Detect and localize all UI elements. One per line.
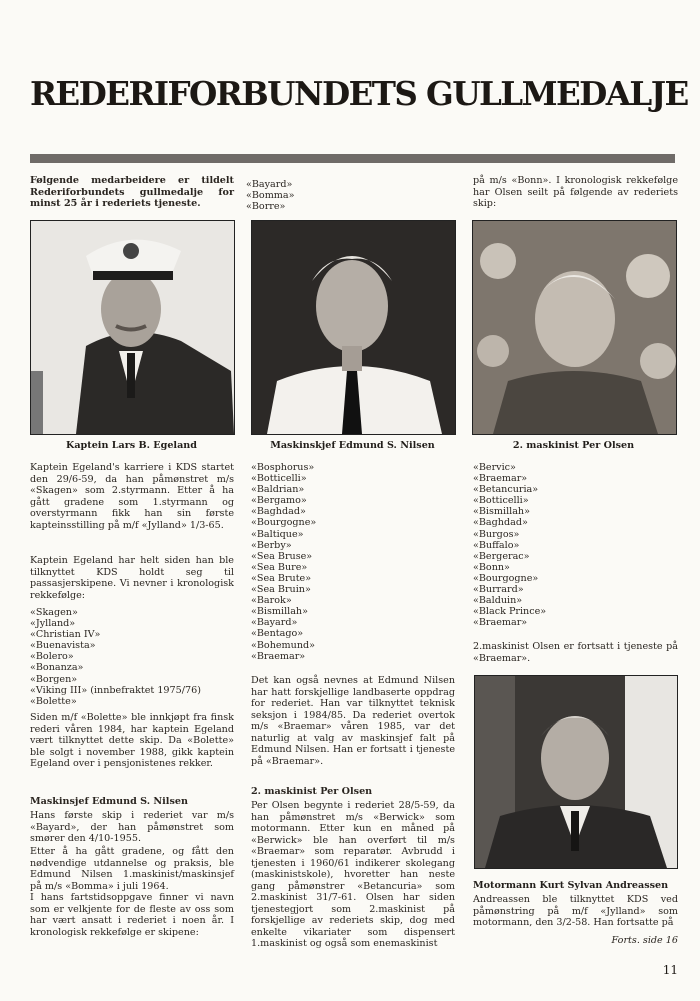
list-item: «Burgos»	[473, 528, 520, 540]
list-item: «Bonn»	[473, 561, 510, 573]
top-mid-ship-list	[246, 179, 294, 212]
portrait-illustration	[473, 221, 676, 434]
list-item: «Bonanza»	[30, 662, 84, 674]
list-item: «Bergamo»	[251, 495, 307, 507]
list-item: «Bolette»	[30, 695, 77, 707]
list-item: «Borre»	[246, 201, 286, 213]
olsen-ship-list	[473, 462, 546, 628]
nilsen-paragraph-2: Etter å ha gått gradene, og fått den nødvendige utdannelse og praksis, ble Edmund Nilsen 1.maskinist/maskinsjef på m/s «Bomma» i juli 1964.	[30, 846, 234, 892]
page-number: 11	[662, 963, 678, 977]
list-item: «Borgen»	[30, 673, 78, 685]
photo-egeland	[30, 220, 235, 435]
page-headline: REDERIFORBUNDETS GULLMEDALJE	[30, 74, 688, 113]
caption-andreassen: Motormann Kurt Sylvan Andreassen	[473, 880, 669, 891]
header-rule	[30, 154, 675, 163]
nilsen-paragraph-1: Hans første skip i rederiet var m/s «Bayard», der han påmønstret som smører den 4/10-1955.	[30, 810, 234, 844]
list-item: «Bayard»	[251, 617, 298, 629]
caption-olsen: 2. maskinist Per Olsen	[512, 440, 635, 451]
list-item: «Bismillah»	[473, 506, 530, 518]
olsen-paragraph-1: Per Olsen begynte i rederiet 28/5-59, da han påmønstret m/s «Berwick» som motormann. Etter kun en måned på «Berwick» ble han overført til m/s «Braemar» som reparatør. Avbrudd i tjenesten i 1960/61 indikerer skolegang (maskinistskole), hvoretter han neste gang påmønstrer «Betancuria» som 2.maskinist 31/7-61. Olsen har siden tjenestegjort som 2.maskinist på forskjellige av rederiets skip, dog med enkelte vikariater som dispensert 1.maskinist og også som enemaskinist	[251, 800, 455, 949]
portrait-illustration	[252, 221, 455, 434]
list-item: «Botticelli»	[473, 495, 529, 507]
list-item: «Bergerac»	[473, 550, 530, 562]
egeland-paragraph-3: Siden m/f «Bolette» ble innkjøpt fra finsk rederi våren 1984, har kaptein Egeland vært tilknyttet dette skip. Da «Bolette» ble solgt i november 1988, gikk kaptein Egeland over i pensjonistenes rekker.	[30, 712, 234, 769]
list-item: «Viking III» (innbefraktet 1975/76)	[30, 684, 201, 696]
list-item: «Berby»	[251, 539, 292, 551]
list-item: «Betancuria»	[473, 484, 539, 496]
caption-nilsen: Maskinskjef Edmund S. Nilsen	[270, 440, 435, 451]
list-item: «Braemar»	[251, 650, 306, 662]
list-item: «Baltique»	[251, 528, 304, 540]
caption-egeland: Kaptein Lars B. Egeland	[66, 440, 197, 451]
list-item: «Bomma»	[246, 190, 295, 202]
list-item: «Barok»	[251, 595, 292, 607]
list-item: «Baldrian»	[251, 484, 305, 496]
list-item: «Skagen»	[30, 607, 78, 618]
list-item: «Botticelli»	[251, 473, 307, 485]
list-item: «Bayard»	[246, 179, 293, 190]
list-item: «Buenavista»	[30, 640, 96, 652]
list-item: «Bervic»	[473, 462, 516, 473]
list-item: «Christian IV»	[30, 629, 101, 641]
list-item: «Bentago»	[251, 628, 304, 640]
photo-andreassen	[474, 675, 678, 869]
nilsen-paragraph-3: I hans fartstidsoppgave finner vi navn som er velkjente for de fleste av oss som har vært ansatt i rederiet i noen år. I kronologisk rekkefølge er skipene:	[30, 892, 234, 938]
andreassen-paragraph-1: Andreassen ble tilknyttet KDS ved påmønstring på m/f «Jylland» som motormann, den 3/2-58. Han fortsatte på	[473, 894, 678, 928]
list-item: «Baghdad»	[473, 517, 528, 529]
list-item: «Braemar»	[473, 473, 528, 485]
nilsen-paragraph-4: Det kan også nevnes at Edmund Nilsen har hatt forskjellige landbaserte oppdrag for rederiet. Han var tilknyttet teknisk seksjon i 1984/85. Da rederiet overtok m/s «Braemar» våren 1985, var det naturlig at valg av maskinsjef falt på Edmund Nilsen. Han er fortsatt i tjeneste på «Braemar».	[251, 675, 455, 767]
list-item: «Jylland»	[30, 618, 76, 630]
list-item: «Bismillah»	[251, 606, 308, 618]
list-item: «Buffalo»	[473, 539, 520, 551]
portrait-illustration	[475, 676, 677, 868]
top-right-text: på m/s «Bonn». I kronologisk rekkefølge har Olsen seilt på følgende av rederiets skip:	[473, 175, 678, 209]
list-item: «Balduin»	[473, 595, 523, 607]
list-item: «Black Prince»	[473, 606, 547, 618]
nilsen-heading: Maskinsjef Edmund S. Nilsen	[30, 796, 188, 807]
continued-note: Forts. side 16	[611, 935, 678, 946]
list-item: «Bohemund»	[251, 639, 316, 651]
egeland-ship-list	[30, 607, 201, 707]
list-item: «Burrard»	[473, 584, 524, 596]
list-item: «Bourgogne»	[251, 517, 317, 529]
photo-nilsen	[251, 220, 456, 435]
list-item: «Baghdad»	[251, 506, 306, 518]
olsen-heading: 2. maskinist Per Olsen	[251, 786, 373, 797]
egeland-paragraph-2: Kaptein Egeland har helt siden han ble tilknyttet KDS holdt seg til passasjerskipene. Vi nevner i kronologisk rekkefølge:	[30, 555, 234, 601]
list-item: «Sea Bruin»	[251, 584, 311, 596]
olsen-paragraph-2: 2.maskinist Olsen er fortsatt i tjeneste på «Braemar».	[473, 641, 678, 664]
list-item: «Bourgogne»	[473, 572, 539, 584]
list-item: «Bolero»	[30, 651, 74, 663]
list-item: «Sea Bure»	[251, 561, 308, 573]
portrait-illustration	[31, 221, 234, 434]
list-item: «Bosphorus»	[251, 462, 315, 473]
list-item: «Sea Bruse»	[251, 550, 313, 562]
list-item: «Sea Brute»	[251, 572, 312, 584]
list-item: «Braemar»	[473, 617, 528, 629]
nilsen-ship-list	[251, 462, 316, 662]
photo-olsen	[472, 220, 677, 435]
egeland-paragraph-1: Kaptein Egeland's karriere i KDS startet den 29/6-59, da han påmønstret m/s «Skagen» som 2.styrmann. Etter å ha gått gradene som 1.styrmann og overstyrmann fikk han sin første kapteinsstilling på m/f «Jylland» 1/3-65.	[30, 462, 234, 531]
intro-text: Følgende medarbeidere er tildelt Rederiforbundets gullmedalje for minst 25 år i rederiets tjeneste.	[30, 175, 234, 209]
